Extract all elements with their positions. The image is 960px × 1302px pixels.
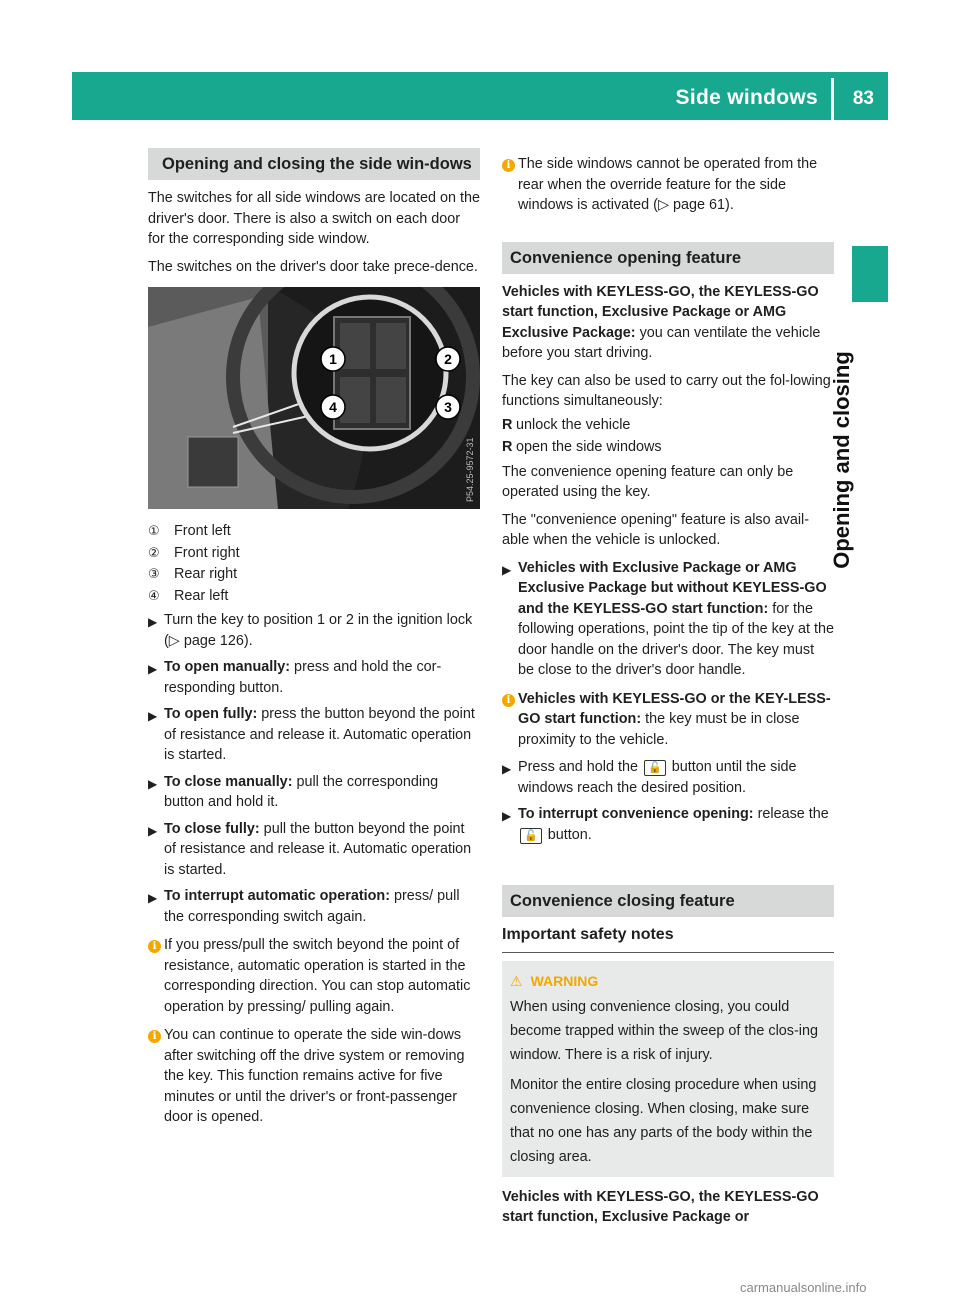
convenience-opening-intro: Vehicles with KEYLESS-GO, the KEYLESS-GO start function, Exclusive Package or AMG Exclusive Package: you can ventilate the vehicle before you start driving. [502, 283, 821, 361]
availability-text: The "convenience opening" feature is also avail-able when the vehicle is unlocked. [502, 511, 810, 548]
svg-text:1: 1 [329, 351, 337, 367]
svg-text:4: 4 [329, 399, 337, 415]
step-open-manually: ▶ To open manually: press and hold the cor-responding button. [148, 657, 480, 698]
precedence-paragraph: The switches on the driver's door take prece-dence. [148, 258, 478, 275]
header-bar [72, 72, 888, 120]
callout-2 [436, 347, 460, 371]
figure-code: P54.25-9572-31 [465, 437, 475, 502]
warning-box [502, 961, 834, 1177]
callout-4 [321, 395, 345, 419]
info-icon: i [148, 940, 161, 953]
window-switch-figure [148, 287, 480, 509]
legend-item: ④ Rear left [148, 587, 229, 604]
right-column [502, 148, 834, 1235]
info-note: i If you press/pull the switch beyond the point of resistance, automatic operation is started in the corresponding direction. You can stop automatic operation by pressing/ pulling again. [148, 935, 480, 1017]
step-press-hold: ▶ Press and hold the 🔓 button until the side windows reach the desired position. [502, 757, 834, 798]
callout-3 [436, 395, 460, 419]
warning-heading: ⚠ WARNING [510, 972, 599, 989]
key-only-text: The convenience opening feature can only be operated using the key. [502, 463, 794, 500]
step-turn-key: ▶ Turn the key to position 1 or 2 in the ignition lock (▷ page 126). [148, 610, 480, 651]
info-note: i The side windows cannot be operated from the rear when the override feature for the side windows is activated (▷ page 61). [502, 154, 834, 216]
list-item: R open the side windows [502, 439, 662, 455]
intro-paragraph: The switches for all side windows are located on the driver's door. There is also a switch on each door for the corresponding side window. [148, 190, 480, 247]
warning-text: When using convenience closing, you could become trapped within the sweep of the clos-ing window. There is a risk of injury. [510, 998, 818, 1063]
watermark: carmanualsonline.info [740, 1280, 867, 1295]
step-interrupt-convenience: ▶ To interrupt convenience opening: release the 🔓 button. [502, 804, 834, 845]
section-title-convenience-closing: Convenience closing feature [502, 885, 834, 917]
chapter-tab [852, 246, 888, 302]
svg-text:2: 2 [444, 351, 452, 367]
step-exclusive-package: ▶ Vehicles with Exclusive Package or AMG Exclusive Package but without KEYLESS-GO and the KEYLESS-GO start function: for the following operations, point the tip of the key at the door handle on the driver's door. The key must be close to the driver's door handle. [502, 558, 834, 681]
step-arrow-icon: ▶ [148, 776, 158, 791]
step-arrow-icon: ▶ [148, 615, 158, 629]
list-item: R unlock the vehicle [502, 416, 631, 433]
header-title: Side windows [675, 86, 818, 109]
safety-notes-heading: Important safety notes [502, 925, 834, 953]
key-functions-text: The key can also be used to carry out the fol-lowing functions simultaneously: [502, 372, 831, 409]
legend-item: ① Front left [148, 523, 231, 539]
section-title-convenience-opening: Convenience opening feature [502, 242, 834, 274]
header-separator [831, 78, 834, 120]
step-arrow-icon: ▶ [502, 809, 512, 823]
closing-vehicles-text: Vehicles with KEYLESS-GO, the KEYLESS-GO start function, Exclusive Package or [502, 1188, 819, 1225]
info-icon: i [148, 1030, 161, 1043]
step-arrow-icon: ▶ [148, 823, 158, 838]
svg-text:3: 3 [444, 399, 452, 415]
step-arrow-icon: ▶ [148, 662, 158, 676]
callout-1 [321, 347, 345, 371]
legend-item: ② Front right [148, 544, 240, 561]
info-icon: i [502, 694, 515, 707]
step-open-fully: ▶ To open fully: press the button beyond the point of resistance and release it. Automatic operation is started. [148, 704, 480, 766]
unlock-icon: 🔓 [520, 828, 542, 844]
info-note: i You can continue to operate the side win-dows after switching off the drive system or removing the key. This function remains active for five minutes or until the driver's or front-passenger door is opened. [148, 1025, 480, 1128]
info-note: i Vehicles with KEYLESS-GO or the KEY-LESS-GO start function: the key must be in close proximity to the vehicle. [502, 689, 834, 751]
legend-item: ③ Rear right [148, 566, 238, 582]
step-close-manually: ▶ To close manually: pull the corresponding button and hold it. [148, 772, 480, 813]
step-arrow-icon: ▶ [502, 762, 512, 776]
page-number: 83 [852, 88, 874, 109]
step-arrow-icon: ▶ [502, 562, 512, 577]
step-arrow-icon: ▶ [148, 891, 158, 905]
figure-legend [148, 521, 480, 606]
step-close-fully: ▶ To close fully: pull the button beyond the point of resistance and release it. Automatic operation is started. [148, 819, 480, 881]
step-arrow-icon: ▶ [148, 709, 158, 723]
info-icon: i [502, 159, 515, 172]
unlock-icon: 🔓 [644, 760, 666, 776]
warning-triangle-icon: ⚠ [510, 972, 523, 989]
step-interrupt: ▶ To interrupt automatic operation: press/ pull the corresponding switch again. [148, 886, 480, 927]
left-column [148, 148, 480, 1135]
warning-text: Monitor the entire closing procedure when using convenience closing. When closing, make sure that no one has any parts of the body within the closing area. [510, 1076, 817, 1165]
section-title-opening-closing: Opening and closing the side win-dows [148, 148, 480, 180]
